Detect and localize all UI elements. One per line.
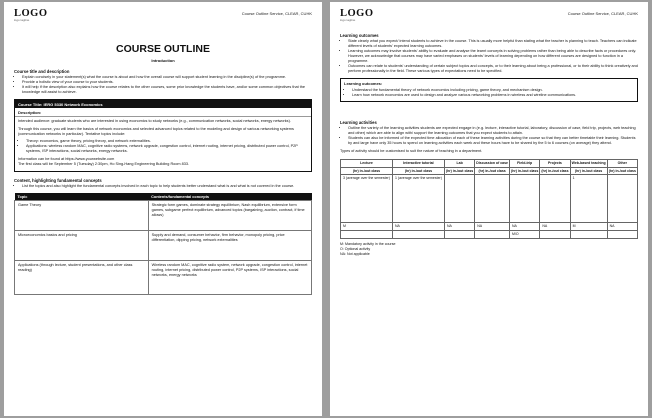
table-row-mandatory-b bbox=[341, 231, 638, 239]
column-header: Interactive tutorial bbox=[392, 160, 444, 168]
table-cell: M/O bbox=[510, 231, 540, 239]
topics-list bbox=[26, 139, 308, 154]
logo bbox=[340, 9, 374, 22]
column-subheader: (hr) in-/out class bbox=[608, 168, 636, 173]
table-cell: Microeconomics basics and pricing bbox=[15, 231, 149, 261]
column-header: Lab bbox=[444, 160, 474, 168]
table-cell: NA bbox=[540, 223, 570, 231]
column-header: Web-based teaching bbox=[571, 161, 606, 165]
table-cell bbox=[540, 175, 570, 223]
list-item: • Understand the fundamental theory of network economics including pricing, game theory, and mechanism design. bbox=[352, 88, 634, 93]
list-item bbox=[22, 85, 312, 95]
table-cell bbox=[392, 231, 444, 239]
table-cell: Applications (through lecture, student presentations, and other class reading) bbox=[15, 261, 149, 295]
column-subheader: (hr) in-/out class bbox=[445, 168, 474, 173]
column-header: Discussion of case bbox=[476, 161, 508, 165]
list-item: • Students can also be informed of the expected time allocation of each of these learning activities during the course so that they can better timetable their learning. Students by and large have only 35 hours to spend on learning activities each week and these hours have to be shared by the 5 to 6 courses (on average) they attend. bbox=[348, 136, 638, 146]
column-header-topic: Topic bbox=[15, 193, 149, 201]
page-right bbox=[330, 2, 648, 416]
logo-text: LOGO bbox=[340, 8, 374, 19]
table-cell: M bbox=[570, 223, 607, 231]
table-header-row bbox=[341, 160, 638, 168]
description-paragraph: Through this course, you will learn the basics of network economics and selected advanced topics related to the modeling and design of various networking systems (communication networks in particular). Tentative topics include: bbox=[18, 126, 294, 136]
table-subheader-row bbox=[341, 167, 638, 175]
column-subheader: (hr) in-/out class bbox=[511, 168, 539, 173]
activity-legend bbox=[340, 242, 638, 257]
document-title: COURSE OUTLINE bbox=[116, 43, 210, 55]
table-cell bbox=[341, 231, 393, 239]
table-row bbox=[15, 201, 312, 231]
header-right-text: Course Outline Service, CLEAR, CUHK bbox=[567, 11, 638, 16]
section-heading-title-description: Course title and description bbox=[14, 69, 70, 74]
info-link-text[interactable]: Information can be found at https://www.yourwebsite.com bbox=[18, 156, 115, 161]
outcomes-list bbox=[352, 88, 634, 98]
column-header: Lecture bbox=[341, 160, 393, 168]
page-header bbox=[14, 9, 312, 29]
course-title: Course Title: IERG 5330 Network Economics bbox=[15, 100, 311, 108]
list-item: • Outcomes can relate to students' understanding of certain subject topics and concepts, or to their learning about being a professional, or to their ability to think creatively and perform professionally in the field. These various types of expectations need to be specified. bbox=[348, 64, 638, 74]
list-item: • State clearly what you expect/ intend students to achieve in the course. This is usually more helpful than stating what the teacher is planning to teach. Teachers can indicate different levels of students' expected learning outcomes. bbox=[348, 39, 638, 49]
logo-tagline: logo tagline bbox=[14, 18, 30, 22]
table-cell bbox=[607, 231, 637, 239]
list-item: • Learning outcomes may involve students' ability to evaluate and analyse the learnt concepts in solving problems rather than being able to describe facts or procedures only. However, we acknowledge that courses may have varied emphases on students' levels of learning depending on how different courses are designed to function in a programme. bbox=[348, 49, 638, 64]
activity-table bbox=[340, 159, 638, 239]
table-cell: 1 (average over the semester) bbox=[392, 175, 444, 223]
column-subheader: (hr) in-/out class bbox=[341, 167, 393, 175]
table-row-mandatory bbox=[341, 223, 638, 231]
description-body bbox=[15, 117, 311, 171]
content-table bbox=[14, 193, 312, 295]
table-cell: 3 (average over the semester) bbox=[341, 175, 393, 223]
column-subheader: (hr) in-/out class bbox=[570, 167, 607, 175]
table-cell: Supply and demand, consumer behavior, firm behavior, monopoly pricing, price differentiation, dipping pricing, network externalities bbox=[148, 231, 311, 261]
table-row-hours bbox=[341, 175, 638, 223]
table-cell: NA bbox=[444, 223, 474, 231]
first-class-text: The first class will be September 5 (Tuesday) 2:30pm, Ho Sing-Hang Engineering Building Room 833. bbox=[18, 161, 190, 166]
guidance-list-activities bbox=[348, 126, 638, 146]
section-heading-activities: Learning activities bbox=[340, 120, 377, 125]
list-item: • List the topics and also highlight the fundamental concepts involved in each topic to help students better understand what is and what is not covered in the course. bbox=[22, 184, 312, 189]
column-subheader: (hr) in-/out class bbox=[475, 167, 510, 175]
table-cell bbox=[444, 175, 474, 223]
list-item-text: Provide a holistic view of your course to your students. bbox=[22, 80, 114, 84]
column-header-contents: Contents/fundamental concepts bbox=[148, 193, 311, 201]
legend-item: NA: Not applicable bbox=[340, 252, 370, 256]
table-cell: NA bbox=[510, 223, 540, 231]
table-row bbox=[15, 261, 312, 295]
course-title-box bbox=[14, 99, 312, 172]
section-heading-content: Content, highlighting fundamental concepts bbox=[14, 178, 102, 183]
table-cell: NA bbox=[392, 223, 444, 231]
guidance-list-content bbox=[22, 184, 312, 189]
section-heading-outcomes: Learning outcomes bbox=[340, 33, 379, 38]
table-cell bbox=[475, 231, 510, 239]
description-paragraph: Intended audience: graduate students who are interested in using economics to study networks (e.g., communication networks, social networks, energy networks). bbox=[18, 119, 291, 123]
logo bbox=[14, 9, 48, 22]
learning-outcomes-box bbox=[340, 78, 638, 102]
table-cell: NA bbox=[475, 223, 510, 231]
table-cell bbox=[475, 175, 510, 223]
table-cell: 1 bbox=[570, 175, 607, 223]
column-header: Field-trip bbox=[510, 160, 540, 168]
column-header: Other bbox=[607, 160, 637, 168]
activities-note: Types of activity should be customised to suit the nature of teaching in a department. bbox=[340, 149, 483, 153]
guidance-list-outcomes bbox=[348, 39, 638, 74]
table-row bbox=[15, 231, 312, 261]
table-cell: Wireless random MAC, cognitive radio system, network upgrade, congestion control, internet routing, internet pricing, distributed power control, P2P systems, ISP interactions, social networks, energy networks bbox=[148, 261, 311, 295]
logo-tagline: logo tagline bbox=[340, 18, 356, 22]
header-right-text: Course Outline Service, CLEAR, CUHK bbox=[241, 11, 312, 16]
table-cell bbox=[540, 231, 570, 239]
list-item: • Theory: economics, game theory, pricing theory, and network externalities. bbox=[26, 139, 308, 144]
table-cell: M bbox=[341, 223, 393, 231]
column-header: Projects bbox=[540, 160, 570, 168]
outcomes-box-heading: Learning outcomes: bbox=[344, 81, 383, 86]
page-left bbox=[4, 2, 322, 416]
column-subheader: (hr) in-/out class bbox=[541, 168, 569, 173]
list-item: • Outline the variety of the learning activities students are expected engage in (e.g. lecture, interactive tutorial, laboratory, discussion of case, field trip, projects, web teaching and other) which are able to align with/ support the learning outcomes that you expect students to attain. bbox=[348, 126, 638, 136]
table-cell: NA bbox=[607, 223, 637, 231]
list-item-text: Explain concisely in your statement(s) what the course is about and how the overall course will support student learning in the discipline(s) of the programme. bbox=[22, 75, 287, 79]
table-cell: Game Theory bbox=[15, 201, 149, 231]
logo-text: LOGO bbox=[14, 8, 48, 19]
page-header bbox=[340, 9, 638, 29]
document-subtitle: Introduction bbox=[151, 58, 175, 63]
column-subheader: (hr) in-/out class bbox=[392, 167, 444, 175]
guidance-list-description bbox=[22, 75, 312, 95]
table-cell bbox=[607, 175, 637, 223]
table-header-row bbox=[15, 193, 312, 201]
table-cell: Strategic form games, dominate strategy equilibrium, Nash equilibrium, extensive form games, subgame perfect equilibrium, advanced topics (bargaining, auction, contract, if time allows) bbox=[148, 201, 311, 231]
description-label: Description: bbox=[15, 108, 311, 117]
list-item: • Learn how network economics are used to design and analyze various networking problems in wireless and wireline communications. bbox=[352, 93, 634, 98]
table-cell bbox=[444, 231, 474, 239]
list-item: • Applications: wireless random MAC, cognitive radio systems, network upgrade, congestion control, internet routing, internet pricing, distributed power control, P2P systems, ISP interactions, social networks, energy networks. bbox=[26, 144, 308, 154]
table-cell bbox=[570, 231, 607, 239]
table-cell bbox=[510, 175, 540, 223]
legend-item: M: Mandatory activity in the course bbox=[340, 242, 396, 246]
legend-item: O: Optional activity bbox=[340, 247, 371, 251]
list-item-text: It will help if the description also explains how the course relates to the other courses, some prior knowledge the students have, and/or some common objectives that the knowledge will assist to achieve. bbox=[22, 85, 306, 94]
